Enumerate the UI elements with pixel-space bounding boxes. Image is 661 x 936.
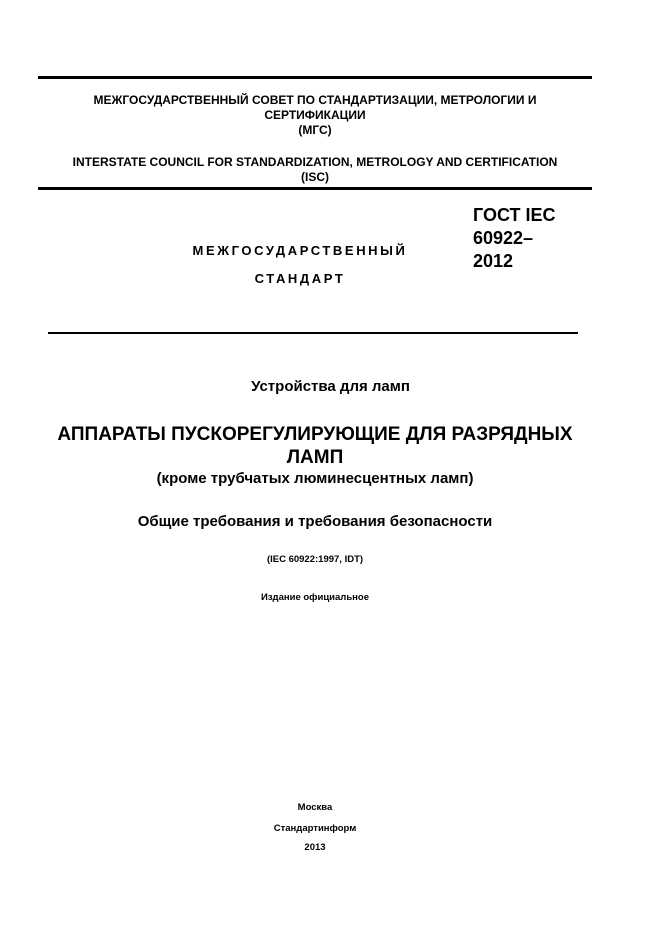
council-en-abbr: (ISC) (301, 170, 329, 184)
council-ru-line-1: МЕЖГОСУДАРСТВЕННЫЙ СОВЕТ ПО СТАНДАРТИЗАЦИИ, МЕТРОЛОГИИ И (93, 93, 537, 107)
document-title (30, 423, 600, 469)
gost-line-3: 2012 (473, 251, 514, 271)
edition-note: Издание официальное (261, 592, 369, 603)
top-rule (38, 76, 592, 79)
council-ru-abbr: (МГС) (298, 123, 332, 137)
standard-label-line-1: МЕЖГОСУДАРСТВЕННЫЙ (192, 243, 408, 258)
gost-line-1: ГОСТ IEC (473, 205, 556, 225)
iec-reference: (IEC 60922:1997, IDT) (266, 554, 364, 565)
document-subtitle: (кроме трубчатых люминесцентных ламп) (156, 470, 474, 487)
gost-line-2: 60922– (473, 228, 534, 248)
standard-label-line-2: СТАНДАРТ (254, 271, 346, 286)
gost-number (473, 204, 603, 273)
requirements-title: Общие требования и требования безопасности (137, 513, 493, 530)
council-name-ru (40, 93, 590, 138)
council-en-line-1: INTERSTATE COUNCIL FOR STANDARDIZATION, METROLOGY AND CERTIFICATION (72, 155, 558, 169)
publication-city: Москва (297, 802, 333, 813)
publisher-name: Стандартинформ (273, 823, 357, 834)
council-name-en (30, 155, 600, 185)
header-bottom-rule (38, 187, 592, 190)
group-title: Устройства для ламп (251, 378, 410, 395)
separator-rule (48, 332, 578, 334)
council-ru-line-2: СЕРТИФИКАЦИИ (264, 108, 366, 122)
title-line-2: ЛАМП (286, 447, 344, 468)
publication-year: 2013 (304, 842, 326, 853)
title-line-1: АППАРАТЫ ПУСКОРЕГУЛИРУЮЩИЕ ДЛЯ РАЗРЯДНЫХ (57, 424, 573, 445)
